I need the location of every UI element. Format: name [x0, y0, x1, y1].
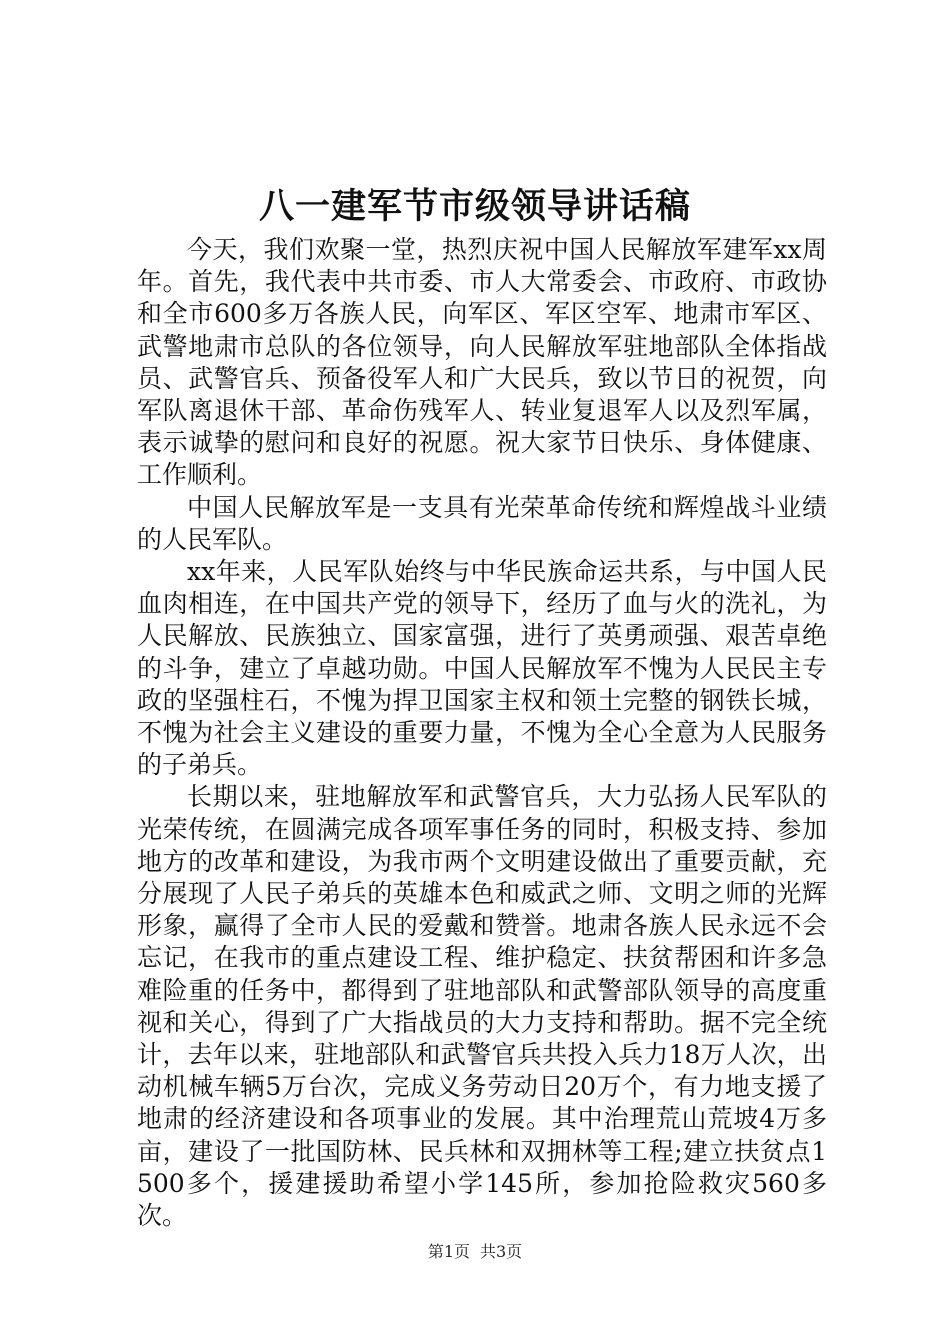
paragraph-greeting: 今天，我们欢聚一堂，热烈庆祝中国人民解放军建军xx周年。首先，我代表中共市委、市人大常委会、市政府、市政协和全市600多万各族人民，向军区、军区空军、地肃市军区、武警地肃市总队的各位领导，向人民解放军驻地部队全体指战员、武警官兵、预备役军人和广大民兵，致以节日的祝贺，向军队离退休干部、革命伤残军人、转业复退军人以及烈军属，表示诚挚的慰问和良好的祝愿。祝大家节日快乐、身体健康、工作顺利。	[137, 235, 827, 490]
page-footer	[0, 1240, 950, 1264]
paragraph-history: xx年来，人民军队始终与中华民族命运共系，与中国人民血肉相连，在中国共产党的领导下，经历了血与火的洗礼，为人民解放、民族独立、国家富强，进行了英勇顽强、艰苦卓绝的斗争，建立了卓越功勋。中国人民解放军不愧为人民民主专政的坚强柱石，不愧为捍卫国家主权和领土完整的钢铁长城，不愧为社会主义建设的重要力量，不愧为全心全意为人民服务的子弟兵。	[137, 557, 827, 780]
page-number: 第1页	[427, 1242, 470, 1261]
paragraph-contributions: 长期以来，驻地解放军和武警官兵，大力弘扬人民军队的光荣传统，在圆满完成各项军事任务的同时，积极支持、参加地方的改革和建设，为我市两个文明建设做出了重要贡献，充分展现了人民子弟兵的英雄本色和威武之师、文明之师的光辉形象，赢得了全市人民的爱戴和赞誉。地肃各族人民永远不会忘记，在我市的重点建设工程、维护稳定、扶贫帮困和许多急难险重的任务中，都得到了驻地部队和武警部队领导的高度重视和关心，得到了广大指战员的大力支持和帮助。据不完全统计，去年以来，驻地部队和武警官兵共投入兵力18万人次，出动机械车辆5万台次，完成义务劳动日20万个，有力地支援了地肃的经济建设和各项事业的发展。其中治理荒山荒坡4万多亩，建设了一批国防林、民兵林和双拥林等工程;建立扶贫点1500多个，援建援助希望小学145所，参加抢险救灾560多次。	[137, 782, 827, 1231]
document-title: 八一建军节市级领导讲话稿	[258, 186, 691, 227]
page-total: 共3页	[480, 1242, 523, 1261]
document-body	[137, 234, 827, 1232]
paragraph-army-intro: 中国人民解放军是一支具有光荣革命传统和辉煌战斗业绩的人民军队。	[137, 492, 827, 554]
